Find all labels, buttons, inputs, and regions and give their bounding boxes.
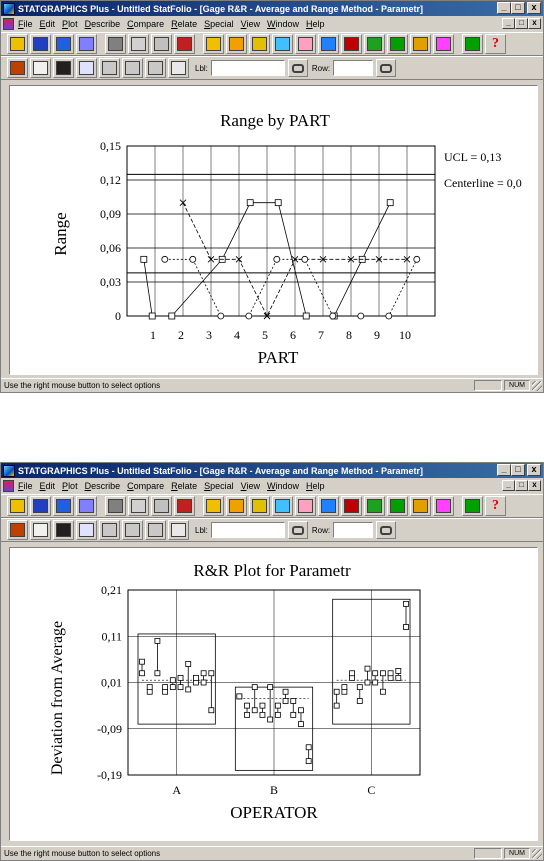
x-tick-label: 7 bbox=[318, 328, 324, 342]
scissors-icon[interactable] bbox=[105, 34, 126, 54]
view-icon-8[interactable] bbox=[168, 520, 189, 540]
num-lock-indicator: NUM bbox=[504, 380, 530, 391]
x-tick-label: 1 bbox=[150, 328, 156, 342]
scissors-icon-glyph bbox=[108, 499, 123, 513]
data-point-square bbox=[141, 256, 147, 262]
view-icon-7[interactable] bbox=[145, 58, 166, 78]
data-point-square bbox=[260, 712, 265, 717]
stat-icon-2[interactable] bbox=[226, 496, 247, 516]
data-point-square bbox=[334, 689, 339, 694]
data-point-square bbox=[306, 759, 311, 764]
data-point-square bbox=[186, 687, 191, 692]
stat-icon-2-glyph bbox=[229, 499, 244, 513]
lbl-label: Lbl: bbox=[195, 63, 208, 73]
binoculars-icon bbox=[380, 64, 392, 73]
menu-help[interactable]: Help bbox=[306, 19, 325, 29]
menu-window[interactable]: Window bbox=[267, 19, 300, 29]
data-point-square bbox=[298, 722, 303, 727]
y-tick-label: -0,19 bbox=[97, 768, 122, 782]
stat-icon-11[interactable] bbox=[433, 34, 454, 54]
view-icon-4[interactable] bbox=[76, 58, 97, 78]
stat-icon-9[interactable] bbox=[387, 496, 408, 516]
data-point-square bbox=[260, 703, 265, 708]
stat-icon-10[interactable] bbox=[410, 34, 431, 54]
doc-close-button[interactable]: x bbox=[528, 18, 541, 29]
data-point-square bbox=[186, 662, 191, 667]
stat-icon-3-glyph bbox=[252, 499, 267, 513]
x-tick-label: B bbox=[269, 783, 279, 797]
stat-icon-5[interactable] bbox=[295, 496, 316, 516]
statgraphics-icon[interactable] bbox=[3, 465, 15, 477]
print-icon[interactable] bbox=[174, 34, 195, 54]
help-icon[interactable] bbox=[485, 34, 506, 54]
data-point-square bbox=[350, 671, 355, 676]
paste-icon-glyph bbox=[154, 37, 169, 51]
print-icon-glyph bbox=[177, 37, 192, 51]
stat-icon-11-glyph bbox=[436, 37, 451, 51]
data-point-square bbox=[275, 200, 281, 206]
stat-icon-4-glyph bbox=[275, 37, 290, 51]
data-point-square bbox=[169, 313, 175, 319]
row-label: Row: bbox=[311, 525, 331, 535]
data-point-square bbox=[252, 708, 257, 713]
stat-icon-4-glyph bbox=[275, 499, 290, 513]
data-point-square bbox=[373, 671, 378, 676]
row-input[interactable] bbox=[333, 60, 373, 76]
stat-icon-11[interactable] bbox=[433, 496, 454, 516]
open-folder-icon-glyph bbox=[10, 37, 25, 51]
x-tick-label: 3 bbox=[206, 328, 212, 342]
data-point-square bbox=[380, 671, 385, 676]
window-title: STATGRAPHICS Plus - Untitled StatFolio - [Gage R&R - Average and Range Method - Parametr] bbox=[18, 465, 424, 476]
y-tick-label: 0,03 bbox=[100, 275, 121, 289]
data-point-square bbox=[303, 313, 309, 319]
view-icon-6[interactable] bbox=[122, 58, 143, 78]
data-point-square bbox=[140, 671, 145, 676]
stat-icon-1[interactable] bbox=[203, 496, 224, 516]
question-mark-glyph: ? bbox=[492, 36, 499, 51]
stat-icon-9[interactable] bbox=[387, 34, 408, 54]
grid-data-icon[interactable] bbox=[53, 34, 74, 54]
chart-area-range[interactable] bbox=[9, 85, 538, 375]
app-window-rr bbox=[0, 462, 544, 861]
binoculars-icon bbox=[292, 526, 304, 535]
stat-icon-1[interactable] bbox=[203, 34, 224, 54]
print-icon[interactable] bbox=[174, 496, 195, 516]
data-point-square bbox=[306, 745, 311, 750]
status-text: Use the right mouse button to select options bbox=[4, 381, 161, 390]
data-point-square bbox=[155, 671, 160, 676]
y-tick-label: 0,11 bbox=[101, 629, 122, 644]
view-icon-2[interactable] bbox=[30, 58, 51, 78]
menu-view[interactable]: View bbox=[240, 481, 261, 491]
x-tick-label: C bbox=[367, 783, 376, 797]
paste-icon[interactable] bbox=[151, 34, 172, 54]
y-tick-label: 0,15 bbox=[100, 139, 121, 153]
resize-grip-icon[interactable] bbox=[532, 849, 542, 859]
calculator-icon[interactable] bbox=[76, 496, 97, 516]
title-bar[interactable] bbox=[1, 1, 543, 16]
data-point-square bbox=[209, 671, 214, 676]
data-point-circle bbox=[414, 256, 420, 262]
restore-button[interactable]: □ bbox=[511, 2, 525, 14]
print-icon-glyph bbox=[177, 499, 192, 513]
view-icon-7[interactable] bbox=[145, 520, 166, 540]
secondary-toolbar bbox=[1, 56, 543, 80]
menu-describe[interactable]: Describe bbox=[84, 19, 121, 29]
data-point-square bbox=[252, 685, 257, 690]
save-icon-glyph bbox=[33, 499, 48, 513]
num-lock-indicator: NUM bbox=[504, 848, 530, 859]
minimize-button[interactable]: _ bbox=[497, 2, 511, 14]
find-label-button[interactable] bbox=[288, 59, 308, 77]
stat-icon-2[interactable] bbox=[226, 34, 247, 54]
stat-icon-8-glyph bbox=[367, 499, 382, 513]
paste-icon[interactable] bbox=[151, 496, 172, 516]
stat-icon-4[interactable] bbox=[272, 496, 293, 516]
menu-relate[interactable]: Relate bbox=[171, 481, 198, 491]
x-axis-label: PART bbox=[257, 348, 299, 367]
rr-chart[interactable] bbox=[10, 548, 538, 840]
stat-icon-9-glyph bbox=[390, 499, 405, 513]
save-icon[interactable] bbox=[30, 34, 51, 54]
open-folder-icon-glyph bbox=[10, 499, 25, 513]
paste-icon-glyph bbox=[154, 499, 169, 513]
data-point-circle bbox=[302, 256, 308, 262]
scissors-icon-glyph bbox=[108, 37, 123, 51]
main-toolbar bbox=[1, 494, 543, 518]
stat-icon-7[interactable] bbox=[341, 34, 362, 54]
data-point-square bbox=[170, 685, 175, 690]
x-tick-label: 9 bbox=[374, 328, 380, 342]
data-point-square bbox=[247, 200, 253, 206]
view-icon-2[interactable] bbox=[30, 520, 51, 540]
menu-help[interactable]: Help bbox=[306, 481, 325, 491]
stat-icon-10-glyph bbox=[413, 37, 428, 51]
menu-describe[interactable]: Describe bbox=[84, 481, 121, 491]
binoculars-icon bbox=[292, 64, 304, 73]
doc-restore-button[interactable]: □ bbox=[515, 480, 528, 491]
stat-icon-9-glyph bbox=[390, 37, 405, 51]
y-tick-label: -0,09 bbox=[97, 721, 122, 736]
y-tick-label: 0,09 bbox=[100, 207, 121, 221]
y-tick-label: 0 bbox=[115, 309, 121, 323]
stat-icon-10-glyph bbox=[413, 499, 428, 513]
plot-frame bbox=[127, 146, 435, 316]
grid-data-icon-glyph bbox=[56, 499, 71, 513]
data-point-square bbox=[334, 703, 339, 708]
data-point-square bbox=[201, 680, 206, 685]
menu-compare[interactable]: Compare bbox=[127, 481, 165, 491]
view-icon-8[interactable] bbox=[168, 58, 189, 78]
data-point-square bbox=[149, 313, 155, 319]
data-point-circle bbox=[330, 313, 336, 319]
status-bar bbox=[1, 378, 543, 392]
find-row-button[interactable] bbox=[376, 521, 396, 539]
x-axis-label: OPERATOR bbox=[230, 803, 318, 822]
doc-minimize-button[interactable]: _ bbox=[502, 18, 515, 29]
title-bar[interactable] bbox=[1, 463, 543, 478]
row-input[interactable] bbox=[333, 522, 373, 538]
status-bar bbox=[1, 846, 543, 860]
y-axis-label: Deviation from Average bbox=[49, 620, 66, 776]
status-panel bbox=[474, 380, 502, 391]
data-point-square bbox=[396, 675, 401, 680]
document-icon[interactable] bbox=[3, 480, 14, 492]
view-icon-5[interactable] bbox=[99, 58, 120, 78]
ucl-annotation: UCL = 0,13 bbox=[444, 150, 502, 164]
menu-bar bbox=[1, 16, 543, 32]
data-point-square bbox=[404, 625, 409, 630]
data-point-square bbox=[245, 703, 250, 708]
data-point-square bbox=[388, 671, 393, 676]
stat-icon-7[interactable] bbox=[341, 496, 362, 516]
data-point-square bbox=[155, 638, 160, 643]
stat-icon-7-glyph bbox=[344, 37, 359, 51]
menu-file[interactable]: File bbox=[18, 19, 33, 29]
data-point-square bbox=[201, 671, 206, 676]
stat-icon-8[interactable] bbox=[364, 34, 385, 54]
doc-minimize-button[interactable]: _ bbox=[502, 480, 515, 491]
go-icon[interactable] bbox=[462, 34, 483, 54]
secondary-toolbar bbox=[1, 518, 543, 542]
data-point-square bbox=[237, 694, 242, 699]
data-point-square bbox=[140, 659, 145, 664]
menu-view[interactable]: View bbox=[240, 19, 261, 29]
menu-special[interactable]: Special bbox=[204, 481, 234, 491]
menu-plot[interactable]: Plot bbox=[62, 19, 78, 29]
chart-title: Range by PART bbox=[220, 111, 330, 130]
data-point-square bbox=[298, 708, 303, 713]
y-tick-label: 0,01 bbox=[101, 675, 122, 690]
stat-icon-6-glyph bbox=[321, 499, 336, 513]
save-icon[interactable] bbox=[30, 496, 51, 516]
copy-icon-glyph bbox=[131, 37, 146, 51]
data-point-square bbox=[245, 712, 250, 717]
data-point-square bbox=[178, 685, 183, 690]
stat-icon-8[interactable] bbox=[364, 496, 385, 516]
doc-restore-button[interactable]: □ bbox=[515, 18, 528, 29]
centerline-annotation: Centerline = 0,0 bbox=[444, 176, 522, 190]
close-button[interactable]: x bbox=[527, 2, 541, 14]
chart-title: R&R Plot for Parametr bbox=[193, 561, 351, 580]
stat-icon-6[interactable] bbox=[318, 496, 339, 516]
data-point-square bbox=[170, 678, 175, 683]
calculator-icon-glyph bbox=[79, 37, 94, 51]
x-tick-label: 6 bbox=[290, 328, 296, 342]
question-mark-glyph: ? bbox=[492, 498, 499, 513]
lbl-label: Lbl: bbox=[195, 525, 208, 535]
data-point-square bbox=[283, 689, 288, 694]
find-label-button[interactable] bbox=[288, 521, 308, 539]
data-point-square bbox=[387, 200, 393, 206]
calculator-icon-glyph bbox=[79, 499, 94, 513]
data-point-square bbox=[291, 712, 296, 717]
lbl-input[interactable] bbox=[211, 60, 285, 76]
stat-icon-5-glyph bbox=[298, 37, 313, 51]
stat-icon-8-glyph bbox=[367, 37, 382, 51]
x-tick-label: 5 bbox=[262, 328, 268, 342]
data-point-square bbox=[275, 703, 280, 708]
view-icon-6[interactable] bbox=[122, 520, 143, 540]
menu-window[interactable]: Window bbox=[267, 481, 300, 491]
stat-icon-7-glyph bbox=[344, 499, 359, 513]
data-point-circle bbox=[386, 313, 392, 319]
menu-compare[interactable]: Compare bbox=[127, 19, 165, 29]
go-icon-glyph bbox=[465, 499, 480, 513]
x-tick-label: 8 bbox=[346, 328, 352, 342]
statgraphics-icon[interactable] bbox=[3, 3, 15, 15]
copy-icon[interactable] bbox=[128, 34, 149, 54]
view-icon-3[interactable] bbox=[53, 58, 74, 78]
data-point-circle bbox=[246, 313, 252, 319]
data-point-square bbox=[283, 699, 288, 704]
chart-area-rr[interactable] bbox=[9, 547, 538, 841]
menu-plot[interactable]: Plot bbox=[62, 481, 78, 491]
x-tick-label: A bbox=[172, 783, 182, 797]
scissors-icon[interactable] bbox=[105, 496, 126, 516]
range-chart[interactable] bbox=[10, 86, 538, 374]
data-point-square bbox=[404, 601, 409, 606]
stat-icon-3[interactable] bbox=[249, 496, 270, 516]
stat-icon-3-glyph bbox=[252, 37, 267, 51]
row-label: Row: bbox=[311, 63, 331, 73]
help-icon[interactable] bbox=[485, 496, 506, 516]
data-point-square bbox=[380, 689, 385, 694]
save-icon-glyph bbox=[33, 37, 48, 51]
status-panel bbox=[474, 848, 502, 859]
data-point-circle bbox=[218, 313, 224, 319]
view-icon-1[interactable] bbox=[7, 520, 28, 540]
stat-icon-10[interactable] bbox=[410, 496, 431, 516]
menu-relate[interactable]: Relate bbox=[171, 19, 198, 29]
grid-data-icon[interactable] bbox=[53, 496, 74, 516]
data-point-square bbox=[178, 675, 183, 680]
data-point-square bbox=[357, 685, 362, 690]
document-icon[interactable] bbox=[3, 18, 14, 30]
data-point-square bbox=[209, 708, 214, 713]
data-point-square bbox=[147, 685, 152, 690]
main-toolbar bbox=[1, 32, 543, 56]
data-point-square bbox=[365, 666, 370, 671]
calculator-icon[interactable] bbox=[76, 34, 97, 54]
copy-icon[interactable] bbox=[128, 496, 149, 516]
doc-close-button[interactable]: x bbox=[528, 480, 541, 491]
data-point-square bbox=[193, 675, 198, 680]
data-point-square bbox=[357, 699, 362, 704]
data-point-square bbox=[268, 717, 273, 722]
menu-edit[interactable]: Edit bbox=[39, 19, 56, 29]
resize-grip-icon[interactable] bbox=[532, 381, 542, 391]
restore-button[interactable]: □ bbox=[511, 464, 525, 476]
data-point-square bbox=[373, 680, 378, 685]
x-tick-label: 4 bbox=[234, 328, 240, 342]
data-point-square bbox=[275, 712, 280, 717]
view-icon-1[interactable] bbox=[7, 58, 28, 78]
data-point-square bbox=[342, 685, 347, 690]
open-folder-icon[interactable] bbox=[7, 34, 28, 54]
data-point-circle bbox=[274, 256, 280, 262]
data-point-square bbox=[291, 699, 296, 704]
view-icon-5[interactable] bbox=[99, 520, 120, 540]
stat-icon-4[interactable] bbox=[272, 34, 293, 54]
y-tick-label: 0,06 bbox=[100, 241, 121, 255]
copy-icon-glyph bbox=[131, 499, 146, 513]
status-text: Use the right mouse button to select options bbox=[4, 849, 161, 858]
lbl-input[interactable] bbox=[211, 522, 285, 538]
stat-icon-1-glyph bbox=[206, 37, 221, 51]
x-tick-label: 2 bbox=[178, 328, 184, 342]
x-tick-label: 10 bbox=[399, 328, 411, 342]
stat-icon-5[interactable] bbox=[295, 34, 316, 54]
stat-icon-3[interactable] bbox=[249, 34, 270, 54]
close-button[interactable]: x bbox=[527, 464, 541, 476]
y-tick-label: 0,21 bbox=[101, 583, 122, 597]
stat-icon-11-glyph bbox=[436, 499, 451, 513]
stat-icon-6[interactable] bbox=[318, 34, 339, 54]
data-point-circle bbox=[190, 256, 196, 262]
data-point-square bbox=[268, 685, 273, 690]
grid-data-icon-glyph bbox=[56, 37, 71, 51]
view-icon-4[interactable] bbox=[76, 520, 97, 540]
y-tick-label: 0,12 bbox=[100, 173, 121, 187]
stat-icon-1-glyph bbox=[206, 499, 221, 513]
menu-file[interactable]: File bbox=[18, 481, 33, 491]
data-point-circle bbox=[358, 313, 364, 319]
menu-edit[interactable]: Edit bbox=[39, 481, 56, 491]
minimize-button[interactable]: _ bbox=[497, 464, 511, 476]
view-icon-3[interactable] bbox=[53, 520, 74, 540]
y-axis-label: Range bbox=[51, 212, 70, 256]
stat-icon-2-glyph bbox=[229, 37, 244, 51]
stat-icon-6-glyph bbox=[321, 37, 336, 51]
app-window-range bbox=[0, 0, 544, 393]
data-point-square bbox=[365, 680, 370, 685]
data-point-square bbox=[163, 685, 168, 690]
go-icon[interactable] bbox=[462, 496, 483, 516]
data-point-circle bbox=[162, 256, 168, 262]
data-point-square bbox=[396, 668, 401, 673]
find-row-button[interactable] bbox=[376, 59, 396, 77]
stat-icon-5-glyph bbox=[298, 499, 313, 513]
menu-special[interactable]: Special bbox=[204, 19, 234, 29]
go-icon-glyph bbox=[465, 37, 480, 51]
menu-bar bbox=[1, 478, 543, 494]
open-folder-icon[interactable] bbox=[7, 496, 28, 516]
window-title: STATGRAPHICS Plus - Untitled StatFolio - [Gage R&R - Average and Range Method - Parametr] bbox=[18, 3, 424, 14]
binoculars-icon bbox=[380, 526, 392, 535]
